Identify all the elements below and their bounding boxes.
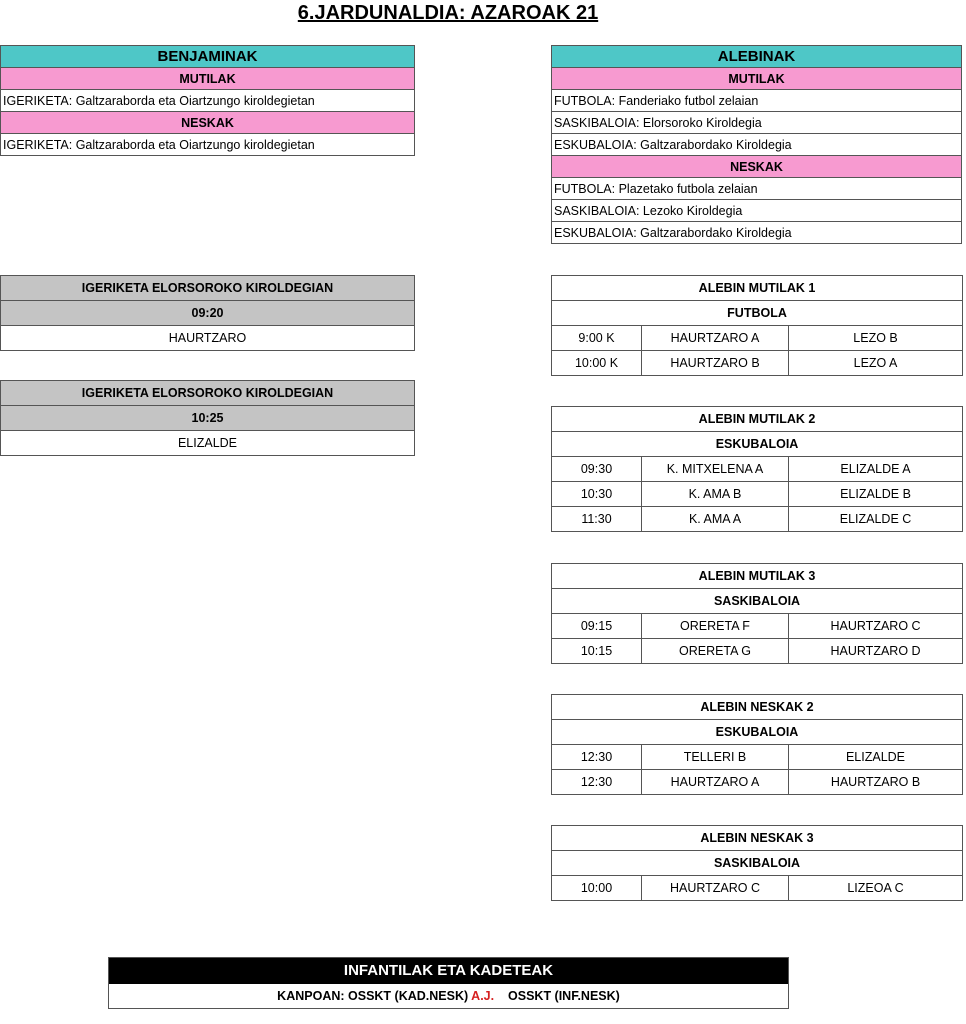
group-table-alebin-neskak-2 (551, 694, 963, 795)
group-name: ALEBIN MUTILAK 2 (552, 407, 963, 432)
alebinak-neskak-row: SASKIBALOIA: Lezoko Kiroldegia (552, 200, 962, 222)
match-home: K. AMA B (642, 482, 789, 507)
match-row (552, 614, 963, 639)
match-time: 10:30 (552, 482, 642, 507)
match-time: 12:30 (552, 770, 642, 795)
infantilak-header: INFANTILAK ETA KADETEAK (109, 958, 788, 984)
match-home: ORERETA F (642, 614, 789, 639)
match-row (552, 326, 963, 351)
match-away: HAURTZARO C (789, 614, 963, 639)
alebinak-mutilak-row: FUTBOLA: Fanderiako futbol zelaian (552, 90, 962, 112)
match-home: TELLERI B (642, 745, 789, 770)
match-home: ORERETA G (642, 639, 789, 664)
match-time: 10:00 (552, 876, 642, 901)
group-table-alebin-neskak-3 (551, 825, 963, 901)
alebinak-mutilak-row: ESKUBALOIA: Galtzarabordako Kiroldegia (552, 134, 962, 156)
benjaminak-header: BENJAMINAK (1, 46, 415, 68)
match-row (552, 876, 963, 901)
group-table-alebin-mutilak-2 (551, 406, 963, 532)
infantilak-box (108, 957, 789, 1009)
group-name: ALEBIN MUTILAK 1 (552, 276, 963, 301)
infantilak-away-line (109, 984, 788, 1009)
away-highlight: A.J. (471, 989, 495, 1003)
benjaminak-neskak-label: NESKAK (1, 112, 415, 134)
match-away: ELIZALDE (789, 745, 963, 770)
match-away: ELIZALDE B (789, 482, 963, 507)
match-home: HAURTZARO A (642, 326, 789, 351)
benjaminak-table (0, 45, 415, 156)
match-home: K. MITXELENA A (642, 457, 789, 482)
match-away: LIZEOA C (789, 876, 963, 901)
alebinak-neskak-row: ESKUBALOIA: Galtzarabordako Kiroldegia (552, 222, 962, 244)
swim-venue: IGERIKETA ELORSOROKO KIROLDEGIAN (1, 381, 415, 406)
match-row (552, 457, 963, 482)
alebinak-table (551, 45, 962, 244)
match-away: HAURTZARO B (789, 770, 963, 795)
alebinak-neskak-row: FUTBOLA: Plazetako futbola zelaian (552, 178, 962, 200)
group-name: ALEBIN NESKAK 3 (552, 826, 963, 851)
alebinak-mutilak-row: SASKIBALOIA: Elorsoroko Kiroldegia (552, 112, 962, 134)
swim-session-table (0, 275, 415, 351)
match-row (552, 507, 963, 532)
swim-team: HAURTZARO (1, 326, 415, 351)
group-sport: SASKIBALOIA (552, 589, 963, 614)
match-row (552, 770, 963, 795)
alebinak-header: ALEBINAK (552, 46, 962, 68)
match-time: 11:30 (552, 507, 642, 532)
match-away: ELIZALDE C (789, 507, 963, 532)
swim-time: 09:20 (1, 301, 415, 326)
match-time: 12:30 (552, 745, 642, 770)
away-suffix: OSSKT (INF.NESK) (508, 989, 620, 1003)
match-away: HAURTZARO D (789, 639, 963, 664)
match-home: K. AMA A (642, 507, 789, 532)
swim-time: 10:25 (1, 406, 415, 431)
match-home: HAURTZARO B (642, 351, 789, 376)
match-time: 09:15 (552, 614, 642, 639)
match-time: 09:30 (552, 457, 642, 482)
swim-team: ELIZALDE (1, 431, 415, 456)
match-home: HAURTZARO A (642, 770, 789, 795)
match-away: ELIZALDE A (789, 457, 963, 482)
match-away: LEZO B (789, 326, 963, 351)
benjaminak-neskak-row: IGERIKETA: Galtzaraborda eta Oiartzungo kiroldegietan (1, 134, 415, 156)
match-row (552, 351, 963, 376)
group-name: ALEBIN NESKAK 2 (552, 695, 963, 720)
match-row (552, 482, 963, 507)
swim-venue: IGERIKETA ELORSOROKO KIROLDEGIAN (1, 276, 415, 301)
match-time: 10:00 K (552, 351, 642, 376)
group-name: ALEBIN MUTILAK 3 (552, 564, 963, 589)
alebinak-neskak-label: NESKAK (552, 156, 962, 178)
match-row (552, 745, 963, 770)
group-table-alebin-mutilak-3 (551, 563, 963, 664)
match-row (552, 639, 963, 664)
group-sport: SASKIBALOIA (552, 851, 963, 876)
group-table-alebin-mutilak-1 (551, 275, 963, 376)
match-home: HAURTZARO C (642, 876, 789, 901)
swim-session-table (0, 380, 415, 456)
match-time: 9:00 K (552, 326, 642, 351)
page-title: 6.JARDUNALDIA: AZAROAK 21 (297, 2, 599, 24)
group-sport: ESKUBALOIA (552, 720, 963, 745)
group-sport: ESKUBALOIA (552, 432, 963, 457)
benjaminak-mutilak-label: MUTILAK (1, 68, 415, 90)
group-sport: FUTBOLA (552, 301, 963, 326)
away-prefix: KANPOAN: OSSKT (KAD.NESK) (277, 989, 469, 1003)
match-away: LEZO A (789, 351, 963, 376)
alebinak-mutilak-label: MUTILAK (552, 68, 962, 90)
match-time: 10:15 (552, 639, 642, 664)
benjaminak-mutilak-row: IGERIKETA: Galtzaraborda eta Oiartzungo kiroldegietan (1, 90, 415, 112)
